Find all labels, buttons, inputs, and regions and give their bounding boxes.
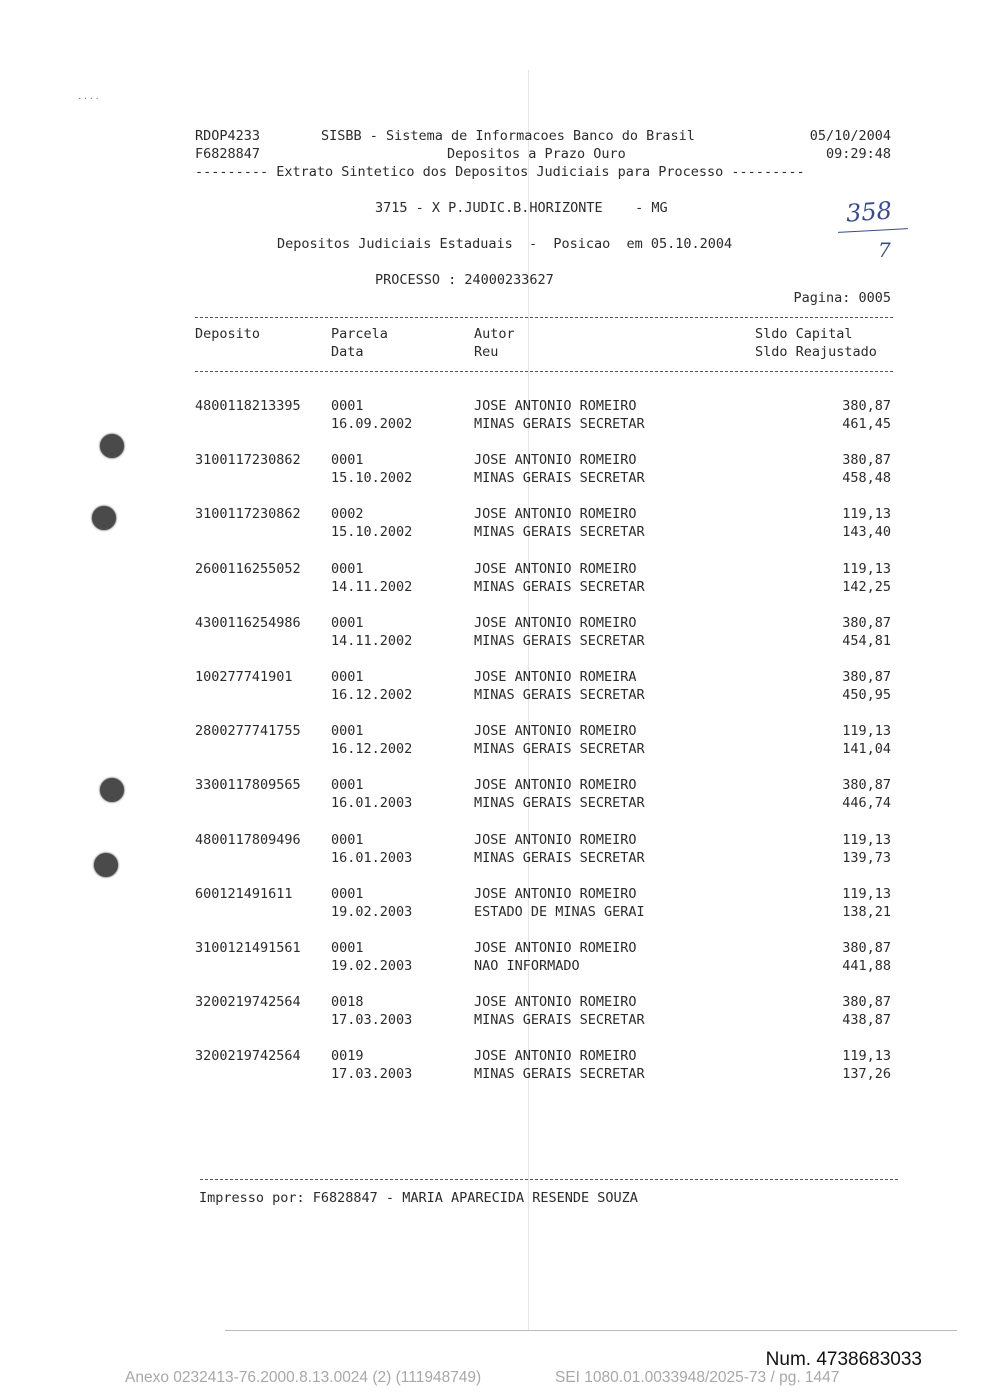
deposit-number: 2800277741755 xyxy=(195,723,301,739)
author: JOSE ANTONIO ROMEIRO xyxy=(474,886,637,902)
installment: 0001 xyxy=(331,723,364,739)
report-date: 05/10/2004 xyxy=(809,128,891,144)
defendant: MINAS GERAIS SECRETAR xyxy=(474,416,645,432)
adjusted-balance: 441,88 xyxy=(842,958,891,974)
author: JOSE ANTONIO ROMEIRO xyxy=(474,561,637,577)
deposit-date: 15.10.2002 xyxy=(331,524,413,540)
capital-balance: 380,87 xyxy=(842,398,891,414)
adjusted-balance: 141,04 xyxy=(842,741,891,757)
defendant: MINAS GERAIS SECRETAR xyxy=(474,579,645,595)
author: JOSE ANTONIO ROMEIRA xyxy=(474,669,637,685)
installment: 0019 xyxy=(331,1048,364,1064)
page-bottom-edge xyxy=(225,1330,957,1331)
defendant: NAO INFORMADO xyxy=(474,958,580,974)
adjusted-balance: 143,40 xyxy=(842,524,891,540)
divider-line xyxy=(195,317,893,318)
user-code: F6828847 xyxy=(195,146,261,162)
deposit-date: 16.01.2003 xyxy=(331,795,413,811)
author: JOSE ANTONIO ROMEIRO xyxy=(474,994,637,1010)
capital-balance: 380,87 xyxy=(842,994,891,1010)
installment: 0001 xyxy=(331,886,364,902)
deposit-date: 14.11.2002 xyxy=(331,633,413,649)
adjusted-balance: 450,95 xyxy=(842,687,891,703)
author: JOSE ANTONIO ROMEIRO xyxy=(474,506,637,522)
deposit-date: 19.02.2003 xyxy=(331,958,413,974)
adjusted-balance: 454,81 xyxy=(842,633,891,649)
capital-balance: 119,13 xyxy=(842,506,891,522)
deposit-date: 16.09.2002 xyxy=(331,416,413,432)
deposit-number: 3100121491561 xyxy=(195,940,301,956)
capital-balance: 380,87 xyxy=(842,452,891,468)
adjusted-balance: 438,87 xyxy=(842,1012,891,1028)
col-sldo-capital: Sldo Capital xyxy=(755,326,853,342)
col-parcela: Parcela xyxy=(331,326,388,342)
defendant: MINAS GERAIS SECRETAR xyxy=(474,687,645,703)
installment: 0001 xyxy=(331,832,364,848)
installment: 0002 xyxy=(331,506,364,522)
deposit-date: 15.10.2002 xyxy=(331,470,413,486)
deposit-number: 3200219742564 xyxy=(195,994,301,1010)
agency-line: 3715 - X P.JUDIC.B.HORIZONTE - MG xyxy=(375,200,668,216)
capital-balance: 380,87 xyxy=(842,940,891,956)
installment: 0018 xyxy=(331,994,364,1010)
defendant: MINAS GERAIS SECRETAR xyxy=(474,633,645,649)
installment: 0001 xyxy=(331,940,364,956)
divider-line xyxy=(200,1179,898,1180)
deposit-number: 4800117809496 xyxy=(195,832,301,848)
deposit-number: 3200219742564 xyxy=(195,1048,301,1064)
adjusted-balance: 446,74 xyxy=(842,795,891,811)
deposit-date: 17.03.2003 xyxy=(331,1066,413,1082)
capital-balance: 119,13 xyxy=(842,832,891,848)
author: JOSE ANTONIO ROMEIRO xyxy=(474,615,637,631)
author: JOSE ANTONIO ROMEIRO xyxy=(474,832,637,848)
deposit-date: 17.03.2003 xyxy=(331,1012,413,1028)
installment: 0001 xyxy=(331,777,364,793)
report-time: 09:29:48 xyxy=(825,146,891,162)
col-reu: Reu xyxy=(474,344,499,360)
deposit-date: 16.12.2002 xyxy=(331,687,413,703)
deposit-number: 4300116254986 xyxy=(195,615,301,631)
installment: 0001 xyxy=(331,561,364,577)
handwritten-underline xyxy=(838,228,908,233)
defendant: MINAS GERAIS SECRETAR xyxy=(474,470,645,486)
printed-by: Impresso por: F6828847 - MARIA APARECIDA RESENDE SOUZA xyxy=(199,1190,638,1206)
document-number: Num. 4738683033 xyxy=(765,1349,922,1370)
deposit-date: 16.12.2002 xyxy=(331,741,413,757)
author: JOSE ANTONIO ROMEIRO xyxy=(474,940,637,956)
installment: 0001 xyxy=(331,615,364,631)
process-number: PROCESSO : 24000233627 xyxy=(375,272,554,288)
adjusted-balance: 458,48 xyxy=(842,470,891,486)
report-id: RDOP4233 xyxy=(195,128,261,144)
page-number: Pagina: 0005 xyxy=(793,290,891,306)
adjusted-balance: 139,73 xyxy=(842,850,891,866)
capital-balance: 380,87 xyxy=(842,777,891,793)
col-data: Data xyxy=(331,344,364,360)
capital-balance: 119,13 xyxy=(842,561,891,577)
deposit-number: 3100117230862 xyxy=(195,452,301,468)
deposit-number: 100277741901 xyxy=(195,669,293,685)
capital-balance: 119,13 xyxy=(842,723,891,739)
punch-hole xyxy=(100,434,124,458)
report-subtitle: Depositos a Prazo Ouro xyxy=(447,146,626,162)
deposit-date: 14.11.2002 xyxy=(331,579,413,595)
adjusted-balance: 138,21 xyxy=(842,904,891,920)
handwritten-page-number: 358 xyxy=(845,196,893,228)
capital-balance: 119,13 xyxy=(842,886,891,902)
author: JOSE ANTONIO ROMEIRO xyxy=(474,398,637,414)
annex-reference: Anexo 0232413-76.2000.8.13.0024 (2) (111948749) xyxy=(125,1369,482,1386)
deposit-number: 4800118213395 xyxy=(195,398,301,414)
defendant: MINAS GERAIS SECRETAR xyxy=(474,741,645,757)
defendant: MINAS GERAIS SECRETAR xyxy=(474,850,645,866)
defendant: MINAS GERAIS SECRETAR xyxy=(474,795,645,811)
col-deposito: Deposito xyxy=(195,326,261,342)
capital-balance: 119,13 xyxy=(842,1048,891,1064)
author: JOSE ANTONIO ROMEIRO xyxy=(474,777,637,793)
installment: 0001 xyxy=(331,398,364,414)
handwritten-sub-number: 7 xyxy=(878,238,891,262)
installment: 0001 xyxy=(331,452,364,468)
defendant: ESTADO DE MINAS GERAI xyxy=(474,904,645,920)
scan-specks: · · · · xyxy=(78,94,99,105)
deposit-number: 2600116255052 xyxy=(195,561,301,577)
col-sldo-reajustado: Sldo Reajustado xyxy=(755,344,877,360)
extract-title: --------- Extrato Sintetico dos Depositos Judiciais para Processo --------- xyxy=(195,164,805,180)
adjusted-balance: 461,45 xyxy=(842,416,891,432)
adjusted-balance: 142,25 xyxy=(842,579,891,595)
punch-hole xyxy=(94,853,118,877)
adjusted-balance: 137,26 xyxy=(842,1066,891,1082)
author: JOSE ANTONIO ROMEIRO xyxy=(474,1048,637,1064)
deposit-date: 16.01.2003 xyxy=(331,850,413,866)
punch-hole xyxy=(92,506,116,530)
divider-line xyxy=(195,371,893,372)
capital-balance: 380,87 xyxy=(842,669,891,685)
punch-hole xyxy=(100,778,124,802)
author: JOSE ANTONIO ROMEIRO xyxy=(474,723,637,739)
deposit-number: 600121491611 xyxy=(195,886,293,902)
capital-balance: 380,87 xyxy=(842,615,891,631)
deposit-date: 19.02.2003 xyxy=(331,904,413,920)
author: JOSE ANTONIO ROMEIRO xyxy=(474,452,637,468)
deposit-number: 3100117230862 xyxy=(195,506,301,522)
system-title: SISBB - Sistema de Informacoes Banco do Brasil xyxy=(321,128,695,144)
col-autor: Autor xyxy=(474,326,515,342)
defendant: MINAS GERAIS SECRETAR xyxy=(474,1012,645,1028)
position-line: Depositos Judiciais Estaduais - Posicao em 05.10.2004 xyxy=(277,236,733,252)
installment: 0001 xyxy=(331,669,364,685)
sei-reference: SEI 1080.01.0033948/2025-73 / pg. 1447 xyxy=(555,1369,840,1386)
defendant: MINAS GERAIS SECRETAR xyxy=(474,1066,645,1082)
deposit-number: 3300117809565 xyxy=(195,777,301,793)
defendant: MINAS GERAIS SECRETAR xyxy=(474,524,645,540)
